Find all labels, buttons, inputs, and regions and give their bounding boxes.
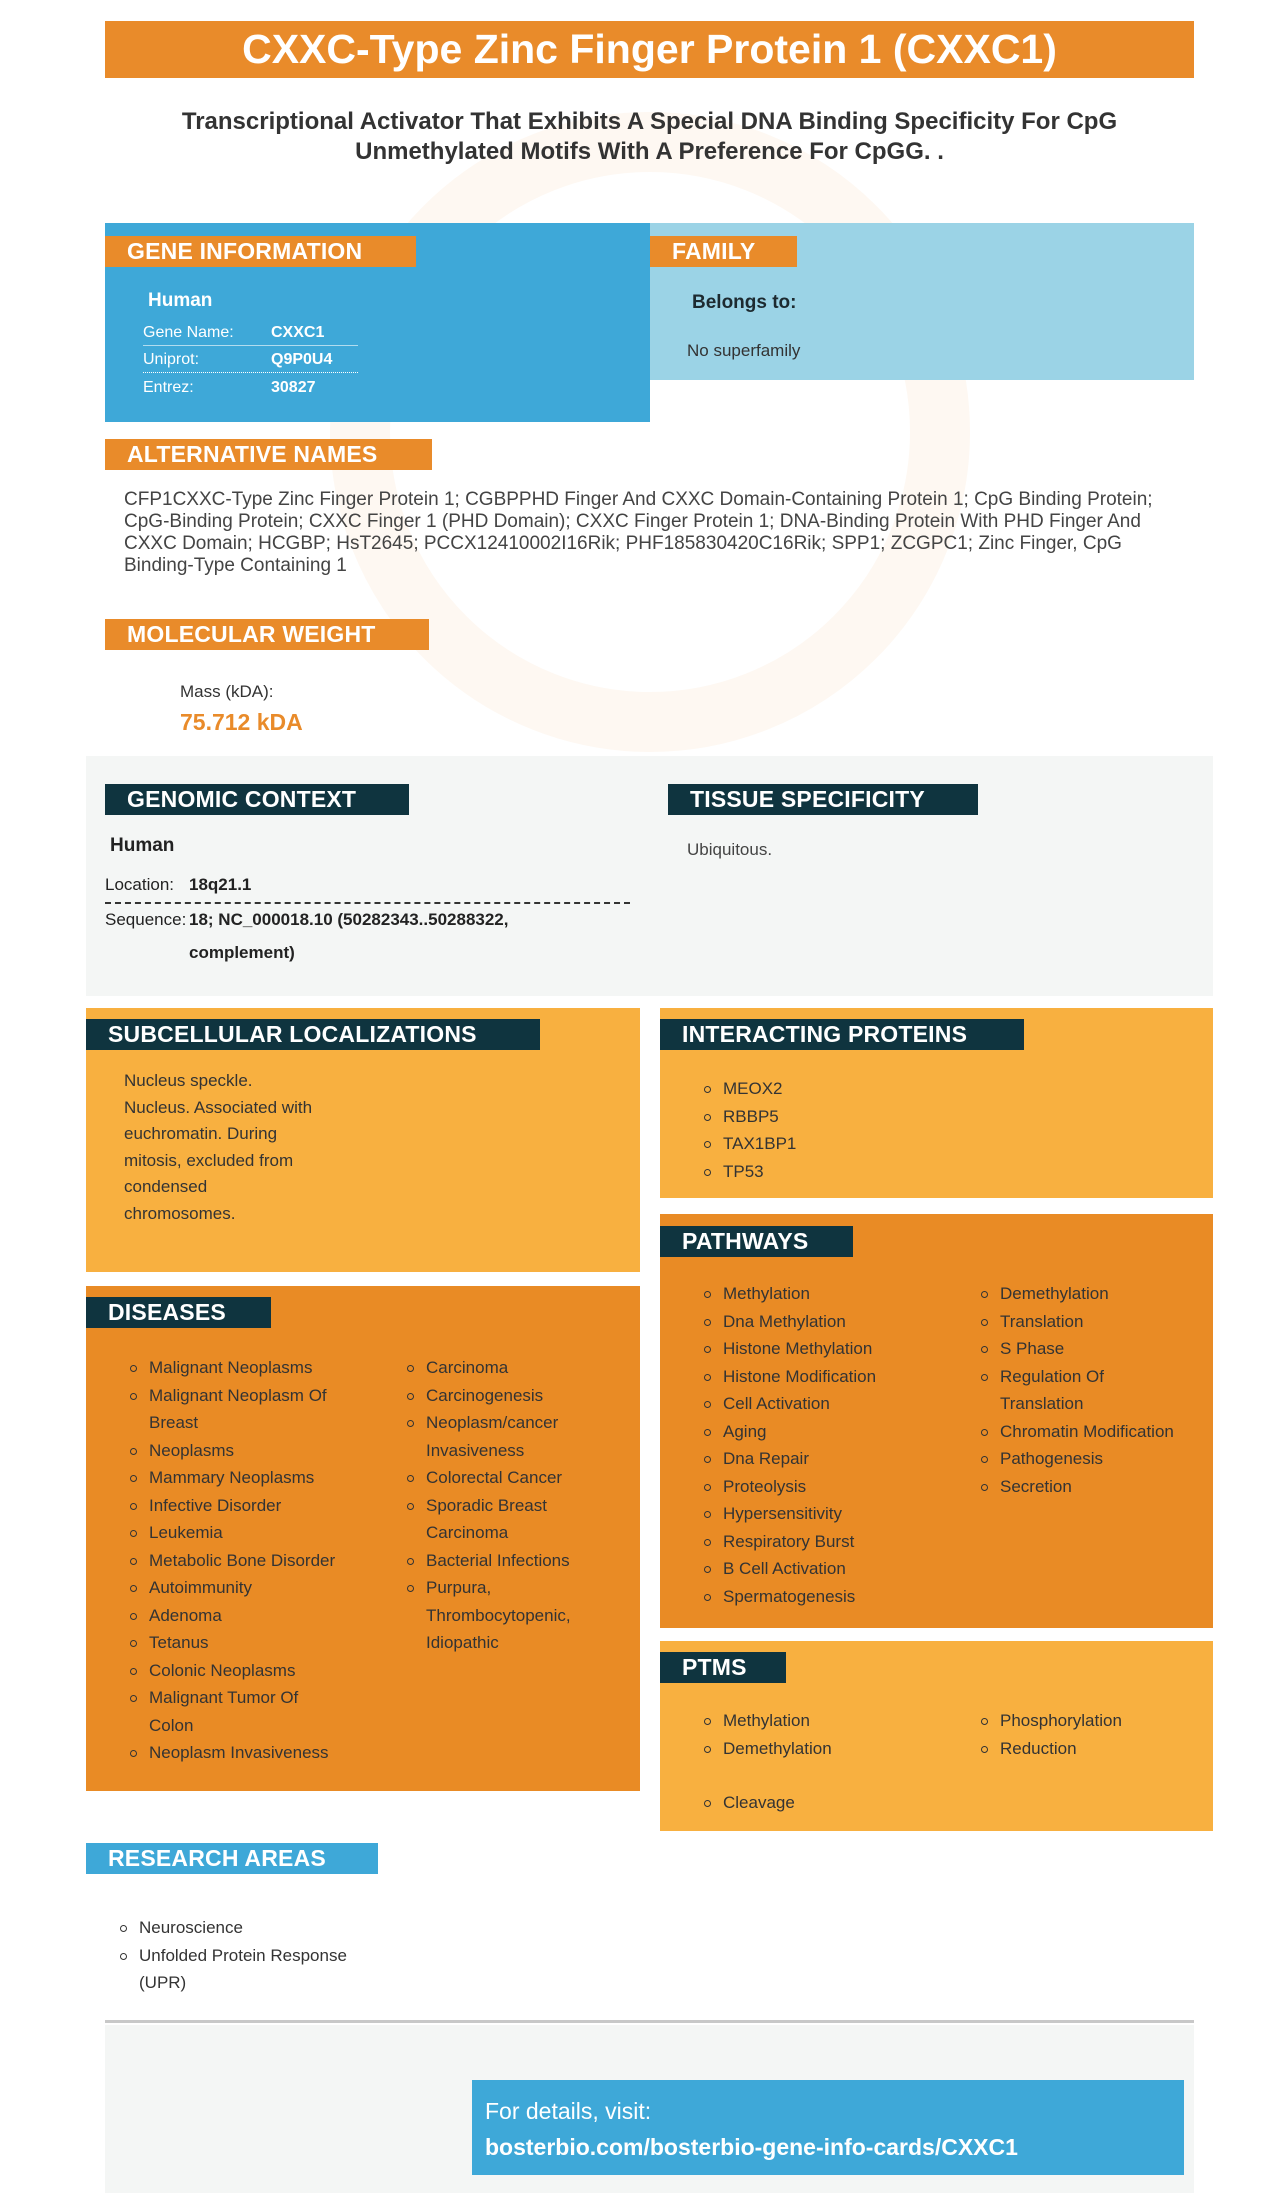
interacting-proteins-label: INTERACTING PROTEINS bbox=[660, 1019, 1024, 1050]
list-item: Demethylation bbox=[981, 1280, 1196, 1308]
page-title: CXXC-Type Zinc Finger Protein 1 (CXXC1) bbox=[105, 21, 1194, 78]
footer-link[interactable]: bosterbio.com/bosterbio-gene-info-cards/CXXC1 bbox=[485, 2134, 1018, 2160]
family-value: No superfamily bbox=[687, 341, 801, 360]
gene-name-row bbox=[143, 320, 358, 346]
subcellular-line: euchromatin. During bbox=[124, 1124, 278, 1143]
family-belongs-label: Belongs to: bbox=[692, 292, 797, 313]
list-item: Neoplasm/cancer Invasiveness bbox=[407, 1409, 567, 1464]
list-item: Histone Modification bbox=[704, 1363, 964, 1391]
subcellular-line: condensed bbox=[124, 1177, 208, 1196]
background-watermark bbox=[330, 112, 970, 752]
subcellular-line: Nucleus. Associated with bbox=[124, 1097, 313, 1117]
list-item: Cell Activation bbox=[704, 1390, 964, 1418]
list-item: Adenoma bbox=[130, 1602, 360, 1630]
list-item: Secretion bbox=[981, 1473, 1196, 1501]
entrez-value: 30827 bbox=[271, 379, 316, 396]
page-subtitle: Transcriptional Activator That Exhibits A Special DNA Binding Specificity For CpG Unmethylated Motifs With A Preference For CpGG. . bbox=[181, 108, 1118, 165]
mass-value: 75.712 kDA bbox=[180, 709, 303, 735]
gene-name-value: CXXC1 bbox=[271, 324, 325, 341]
subcellular-line: Nucleus speckle. bbox=[124, 1071, 253, 1090]
uniprot-key: Uniprot: bbox=[143, 351, 200, 368]
list-item: Regulation Of Translation bbox=[981, 1363, 1141, 1418]
list-item: TP53 bbox=[704, 1158, 796, 1186]
family-label: FAMILY bbox=[650, 236, 797, 267]
list-item: Metabolic Bone Disorder bbox=[130, 1547, 360, 1575]
research-areas-label: RESEARCH AREAS bbox=[86, 1843, 378, 1874]
list-item: Colorectal Cancer bbox=[407, 1464, 617, 1492]
list-item: Carcinogenesis bbox=[407, 1382, 617, 1410]
location-row bbox=[105, 875, 630, 904]
interacting-proteins-list bbox=[704, 1075, 796, 1185]
ptms-label: PTMS bbox=[660, 1652, 786, 1683]
genomic-species: Human bbox=[110, 835, 175, 856]
list-item: B Cell Activation bbox=[704, 1555, 964, 1583]
pathways-list-col2 bbox=[981, 1280, 1196, 1500]
location-key: Location: bbox=[105, 875, 174, 894]
entrez-row bbox=[143, 375, 358, 401]
gene-name-key: Gene Name: bbox=[143, 324, 234, 341]
list-item: Mammary Neoplasms bbox=[130, 1464, 360, 1492]
list-item: Demethylation bbox=[704, 1735, 832, 1763]
ptms-list-extra bbox=[704, 1789, 795, 1817]
ptms-list-col2 bbox=[981, 1707, 1122, 1762]
list-item: Bacterial Infections bbox=[407, 1547, 617, 1575]
list-item: Neuroscience bbox=[120, 1914, 380, 1942]
subcellular-text bbox=[124, 1068, 312, 1227]
list-item: Reduction bbox=[981, 1735, 1122, 1763]
list-item: Phosphorylation bbox=[981, 1707, 1122, 1735]
list-item: Aging bbox=[704, 1418, 964, 1446]
pathways-list-col1 bbox=[704, 1280, 964, 1610]
diseases-list-col1 bbox=[130, 1354, 360, 1767]
list-item: Infective Disorder bbox=[130, 1492, 360, 1520]
list-item: S Phase bbox=[981, 1335, 1196, 1363]
list-item: Respiratory Burst bbox=[704, 1528, 964, 1556]
diseases-label: DISEASES bbox=[86, 1297, 271, 1328]
footer-link-box[interactable] bbox=[472, 2080, 1184, 2175]
list-item: Chromatin Modification bbox=[981, 1418, 1196, 1446]
list-item: RBBP5 bbox=[704, 1103, 796, 1131]
molecular-weight-label: MOLECULAR WEIGHT bbox=[105, 619, 429, 650]
footer-divider bbox=[105, 2020, 1194, 2023]
list-item: Purpura, Thrombocytopenic, Idiopathic bbox=[407, 1574, 577, 1657]
list-item: Malignant Tumor Of Colon bbox=[130, 1684, 310, 1739]
list-item: Colonic Neoplasms bbox=[130, 1657, 360, 1685]
list-item: Histone Methylation bbox=[704, 1335, 964, 1363]
list-item: Spermatogenesis bbox=[704, 1583, 964, 1611]
sequence-line-2: complement) bbox=[189, 943, 295, 962]
subcellular-line: mitosis, excluded from bbox=[124, 1150, 294, 1170]
sequence-key: Sequence: bbox=[105, 910, 187, 929]
list-item: Hypersensitivity bbox=[704, 1500, 964, 1528]
list-item: MEOX2 bbox=[704, 1075, 796, 1103]
subcellular-label: SUBCELLULAR LOCALIZATIONS bbox=[86, 1019, 540, 1050]
footer-line-1: For details, visit: bbox=[485, 2098, 652, 2124]
list-item: Methylation bbox=[704, 1707, 832, 1735]
research-areas-list bbox=[120, 1914, 380, 1997]
list-item: Carcinoma bbox=[407, 1354, 617, 1382]
list-item: Autoimmunity bbox=[130, 1574, 360, 1602]
list-item: Dna Methylation bbox=[704, 1308, 964, 1336]
mass-label: Mass (kDA): bbox=[180, 682, 274, 701]
uniprot-row bbox=[143, 347, 358, 373]
tissue-specificity-text: Ubiquitous. bbox=[687, 840, 773, 859]
list-item: Neoplasms bbox=[130, 1437, 360, 1465]
list-item: Cleavage bbox=[704, 1789, 795, 1817]
list-item: Pathogenesis bbox=[981, 1445, 1196, 1473]
list-item: Methylation bbox=[704, 1280, 964, 1308]
ptms-list-col1 bbox=[704, 1707, 832, 1762]
location-value: 18q21.1 bbox=[189, 875, 252, 894]
list-item: Sporadic Breast Carcinoma bbox=[407, 1492, 567, 1547]
list-item: Malignant Neoplasm Of Breast bbox=[130, 1382, 340, 1437]
entrez-key: Entrez: bbox=[143, 379, 194, 396]
list-item: Malignant Neoplasms bbox=[130, 1354, 360, 1382]
tissue-specificity-label: TISSUE SPECIFICITY bbox=[668, 784, 978, 815]
list-item: Tetanus bbox=[130, 1629, 360, 1657]
list-item: Translation bbox=[981, 1308, 1196, 1336]
list-item: Leukemia bbox=[130, 1519, 360, 1547]
subcellular-line: chromosomes. bbox=[124, 1203, 236, 1223]
alternative-names-text: CFP1CXXC-Type Zinc Finger Protein 1; CGBPPHD Finger And CXXC Domain-Containing Protein 1; CpG Binding Protein; CpG-Binding Protein; CXXC Finger 1 (PHD Domain); CXXC Finger Protein 1; DNA-Binding Protein With PHD Finger And CXXC Domain; HCGBP; HsT2645; PCCX12410002I16Rik; PHF185830420C16Rik; SPP1; ZCGPC1; Zinc Finger, CpG Binding-Type Containing 1 bbox=[124, 489, 1153, 576]
gene-information-label: GENE INFORMATION bbox=[105, 236, 416, 267]
list-item: Proteolysis bbox=[704, 1473, 964, 1501]
diseases-list-col2 bbox=[407, 1354, 617, 1657]
genomic-context-label: GENOMIC CONTEXT bbox=[105, 784, 409, 815]
sequence-line-1: 18; NC_000018.10 (50282343..50288322, bbox=[189, 910, 509, 929]
pathways-label: PATHWAYS bbox=[660, 1226, 853, 1257]
list-item: Unfolded Protein Response (UPR) bbox=[120, 1942, 370, 1997]
uniprot-value: Q9P0U4 bbox=[271, 351, 333, 368]
list-item: TAX1BP1 bbox=[704, 1130, 796, 1158]
list-item: Neoplasm Invasiveness bbox=[130, 1739, 360, 1767]
gene-species: Human bbox=[148, 290, 213, 311]
alternative-names-label: ALTERNATIVE NAMES bbox=[105, 439, 432, 470]
list-item: Dna Repair bbox=[704, 1445, 964, 1473]
